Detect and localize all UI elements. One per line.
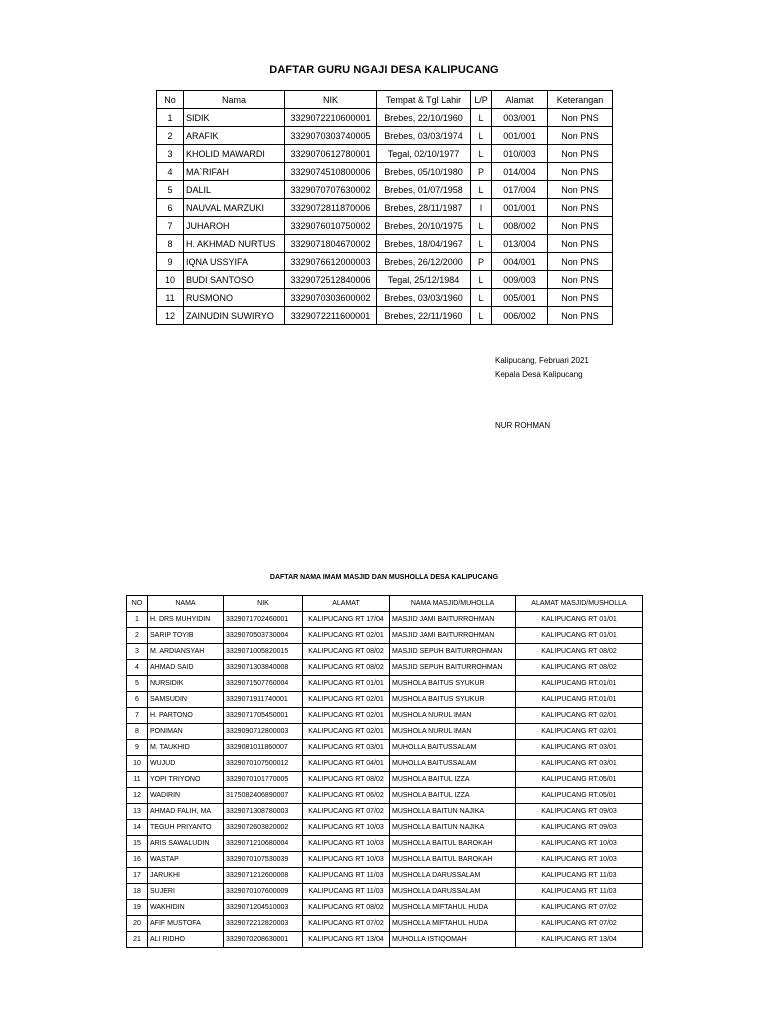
cell-alamat: 004/001: [492, 253, 548, 271]
cell-keterangan: Non PNS: [548, 109, 613, 127]
table-row: [157, 217, 613, 235]
cell-nik: 3329070303740005: [285, 127, 377, 145]
table-row: [127, 884, 643, 900]
cell-nama-masjid: MUSHOLA NURUL IMAN: [390, 708, 516, 724]
cell-alamat-masjid: KALIPUCANG RT 03/01: [516, 756, 643, 772]
cell-nik: 3329071005820015: [224, 644, 303, 660]
cell-nama-masjid: MUSHOLLA BAITUL BAROKAH: [390, 836, 516, 852]
cell-alamat: 006/002: [492, 307, 548, 325]
table-row: [157, 109, 613, 127]
header-nik: NIK: [224, 596, 303, 612]
cell-lp: L: [471, 289, 492, 307]
cell-keterangan: Non PNS: [548, 307, 613, 325]
cell-nama-masjid: MASJID JAMI BAITURROHMAN: [390, 612, 516, 628]
cell-alamat: 001/001: [492, 199, 548, 217]
cell-keterangan: Non PNS: [548, 217, 613, 235]
cell-nama: RUSMONO: [184, 289, 285, 307]
cell-no: 12: [127, 788, 148, 804]
table-row: [127, 724, 643, 740]
cell-ttl: Brebes, 05/10/1980: [377, 163, 471, 181]
cell-nama: SARIP TOYIB: [148, 628, 224, 644]
cell-alamat: 010/003: [492, 145, 548, 163]
cell-alamat: KALIPUCANG RT 01/01: [303, 676, 390, 692]
cell-no: 11: [157, 289, 184, 307]
cell-ttl: Brebes, 03/03/1974: [377, 127, 471, 145]
cell-nama: SAMSUDIN: [148, 692, 224, 708]
signature-name: NUR ROHMAN: [495, 421, 551, 430]
cell-alamat-masjid: KALIPUCANG RT 09/03: [516, 820, 643, 836]
cell-alamat-masjid: KALIPUCANG RT 10/03: [516, 852, 643, 868]
cell-nik: 3329076612000003: [285, 253, 377, 271]
cell-alamat-masjid: KALIPUCANG RT 08/02: [516, 644, 643, 660]
cell-alamat: KALIPUCANG RT 02/01: [303, 628, 390, 644]
cell-alamat: KALIPUCANG RT 02/01: [303, 708, 390, 724]
cell-alamat: KALIPUCANG RT 17/04: [303, 612, 390, 628]
cell-no: 7: [127, 708, 148, 724]
cell-nik: 3329071705450001: [224, 708, 303, 724]
table-row: [127, 676, 643, 692]
table-row: [127, 628, 643, 644]
cell-alamat-masjid: KALIPUCANG RT 10/03: [516, 836, 643, 852]
header-no: NO: [127, 596, 148, 612]
cell-lp: L: [471, 271, 492, 289]
header-nama: NAMA: [148, 596, 224, 612]
table2-title: DAFTAR NAMA IMAM MASJID DAN MUSHOLLA DESA KALIPUCANG: [269, 574, 499, 581]
cell-no: 8: [127, 724, 148, 740]
cell-nik: 3329074510800006: [285, 163, 377, 181]
cell-alamat: KALIPUCANG RT 08/02: [303, 772, 390, 788]
cell-alamat-masjid: KALIPUCANG RT 09/03: [516, 804, 643, 820]
cell-no: 9: [157, 253, 184, 271]
table-row: [127, 660, 643, 676]
cell-lp: P: [471, 163, 492, 181]
table-row: [157, 253, 613, 271]
cell-nama: YOPI TRIYONO: [148, 772, 224, 788]
cell-nama: KHOLID MAWARDI: [184, 145, 285, 163]
cell-lp: L: [471, 235, 492, 253]
cell-nik: 3329090712800003: [224, 724, 303, 740]
cell-alamat: 001/001: [492, 127, 548, 145]
table-row: [127, 932, 643, 948]
cell-ttl: Tegal, 02/10/1977: [377, 145, 471, 163]
cell-no: 8: [157, 235, 184, 253]
cell-nik: 3329071804670002: [285, 235, 377, 253]
cell-no: 15: [127, 836, 148, 852]
cell-alamat-masjid: KALIPUCANG RT 11/03: [516, 884, 643, 900]
table-row: [127, 788, 643, 804]
cell-nama-masjid: MUSHOLA NURUL IMAN: [390, 724, 516, 740]
cell-nik: 3329071204510003: [224, 900, 303, 916]
cell-nama-masjid: MASJID SEPUH BAITURROHMAN: [390, 660, 516, 676]
cell-keterangan: Non PNS: [548, 163, 613, 181]
table-row: [127, 900, 643, 916]
cell-nama: NAUVAL MARZUKI: [184, 199, 285, 217]
table-row: [127, 692, 643, 708]
cell-nik: 3329072210600001: [285, 109, 377, 127]
cell-nik: 3329070707630002: [285, 181, 377, 199]
cell-alamat: KALIPUCANG RT 08/02: [303, 644, 390, 660]
cell-no: 9: [127, 740, 148, 756]
signature-place-date: Kalipucang, Februari 2021: [495, 356, 589, 365]
cell-alamat-masjid: KALIPUCANG RT 02/01: [516, 724, 643, 740]
cell-alamat: 009/003: [492, 271, 548, 289]
cell-alamat: 008/002: [492, 217, 548, 235]
table-row: [127, 740, 643, 756]
cell-keterangan: Non PNS: [548, 235, 613, 253]
cell-alamat: KALIPUCANG RT 08/02: [303, 660, 390, 676]
cell-lp: L: [471, 109, 492, 127]
cell-nama-masjid: MUSHOLA BAITUL IZZA: [390, 788, 516, 804]
cell-lp: L: [471, 181, 492, 199]
cell-no: 14: [127, 820, 148, 836]
cell-keterangan: Non PNS: [548, 271, 613, 289]
cell-ttl: Brebes, 22/10/1960: [377, 109, 471, 127]
cell-nik: 3175082406890007: [224, 788, 303, 804]
cell-alamat: KALIPUCANG RT 07/02: [303, 916, 390, 932]
cell-no: 4: [157, 163, 184, 181]
cell-nik: 3329070107600009: [224, 884, 303, 900]
table-row: [127, 612, 643, 628]
cell-nik: 3329072811870006: [285, 199, 377, 217]
signature-position: Kepala Desa Kalipucang: [495, 370, 583, 379]
cell-alamat-masjid: KALIPUCANG RT.01/01: [516, 676, 643, 692]
cell-nik: 3329070303600002: [285, 289, 377, 307]
cell-nama-masjid: MUSHOLLA BAITUN NAJIKA: [390, 820, 516, 836]
header-nama: Nama: [184, 91, 285, 109]
cell-ttl: Brebes, 03/03/1960: [377, 289, 471, 307]
cell-no: 19: [127, 900, 148, 916]
cell-nik: 3329072212820003: [224, 916, 303, 932]
table-row: [157, 199, 613, 217]
cell-alamat: KALIPUCANG RT 04/01: [303, 756, 390, 772]
cell-lp: L: [471, 145, 492, 163]
table-row: [157, 271, 613, 289]
cell-no: 16: [127, 852, 148, 868]
cell-alamat-masjid: KALIPUCANG RT.01/01: [516, 692, 643, 708]
header-no: No: [157, 91, 184, 109]
cell-alamat-masjid: KALIPUCANG RT.05/01: [516, 772, 643, 788]
cell-alamat: 017/004: [492, 181, 548, 199]
cell-nik: 3329072603820002: [224, 820, 303, 836]
cell-nama: WASTAP: [148, 852, 224, 868]
table-row: [127, 916, 643, 932]
cell-nama: TEGUH PRIYANTO: [148, 820, 224, 836]
cell-alamat-masjid: KALIPUCANG RT.05/01: [516, 788, 643, 804]
cell-nama: AHMAD FALIH, MA: [148, 804, 224, 820]
cell-no: 18: [127, 884, 148, 900]
cell-no: 5: [127, 676, 148, 692]
guru-ngaji-table: [156, 90, 613, 325]
cell-alamat: KALIPUCANG RT 06/02: [303, 788, 390, 804]
cell-nama: JARUKHI: [148, 868, 224, 884]
cell-nik: 3329071702460001: [224, 612, 303, 628]
cell-lp: L: [471, 127, 492, 145]
table-row: [127, 708, 643, 724]
cell-ttl: Brebes, 01/07/1958: [377, 181, 471, 199]
cell-no: 13: [127, 804, 148, 820]
cell-no: 12: [157, 307, 184, 325]
cell-no: 3: [127, 644, 148, 660]
table2-header-row: [127, 596, 643, 612]
header-lp: L/P: [471, 91, 492, 109]
table-row: [127, 868, 643, 884]
cell-nik: 3329070503730004: [224, 628, 303, 644]
cell-nama-masjid: MUSHOLA BAITUL IZZA: [390, 772, 516, 788]
cell-nama: NURSIDIK: [148, 676, 224, 692]
cell-nama: WAKHIDIN: [148, 900, 224, 916]
cell-nik: 3329070101770005: [224, 772, 303, 788]
cell-lp: L: [471, 217, 492, 235]
cell-nama: WUJUD: [148, 756, 224, 772]
imam-masjid-table: [126, 595, 643, 948]
table-row: [127, 772, 643, 788]
header-nik: NIK: [285, 91, 377, 109]
cell-ttl: Tegal, 25/12/1984: [377, 271, 471, 289]
cell-nama: IQNA USSYIFA: [184, 253, 285, 271]
cell-nama: BUDI SANTOSO: [184, 271, 285, 289]
cell-nama: ALI RIDHO: [148, 932, 224, 948]
cell-nik: 3329070208630001: [224, 932, 303, 948]
cell-no: 6: [127, 692, 148, 708]
table-row: [157, 289, 613, 307]
cell-alamat-masjid: KALIPUCANG RT 01/01: [516, 612, 643, 628]
cell-lp: l: [471, 199, 492, 217]
cell-alamat-masjid: KALIPUCANG RT 03/01: [516, 740, 643, 756]
table-row: [157, 181, 613, 199]
cell-no: 11: [127, 772, 148, 788]
cell-no: 3: [157, 145, 184, 163]
cell-nama-masjid: MUSHOLLA DARUSSALAM: [390, 884, 516, 900]
cell-nama-masjid: MUSHOLA BAITUS SYUKUR: [390, 692, 516, 708]
cell-nik: 3329072211600001: [285, 307, 377, 325]
cell-keterangan: Non PNS: [548, 145, 613, 163]
cell-ttl: Brebes, 26/12/2000: [377, 253, 471, 271]
cell-nama-masjid: MUHOLLA ISTIQOMAH: [390, 932, 516, 948]
cell-alamat-masjid: KALIPUCANG RT 11/03: [516, 868, 643, 884]
cell-nik: 3329072512840006: [285, 271, 377, 289]
cell-nama: ZAINUDIN SUWIRYO: [184, 307, 285, 325]
cell-nik: 3329070107530039: [224, 852, 303, 868]
cell-nik: 3329071507760004: [224, 676, 303, 692]
table-row: [127, 852, 643, 868]
table-row: [157, 235, 613, 253]
table-row: [157, 307, 613, 325]
table2-body: [127, 612, 643, 948]
cell-nama: M. TAUKHID: [148, 740, 224, 756]
cell-no: 1: [127, 612, 148, 628]
cell-alamat: KALIPUCANG RT 08/02: [303, 900, 390, 916]
cell-ttl: Brebes, 18/04/1967: [377, 235, 471, 253]
cell-no: 4: [127, 660, 148, 676]
table-row: [127, 804, 643, 820]
cell-alamat-masjid: KALIPUCANG RT 01/01: [516, 628, 643, 644]
table-row: [157, 163, 613, 181]
cell-nik: 3329081011860007: [224, 740, 303, 756]
cell-alamat: 003/001: [492, 109, 548, 127]
cell-alamat: KALIPUCANG RT 02/01: [303, 724, 390, 740]
cell-alamat: KALIPUCANG RT 02/01: [303, 692, 390, 708]
cell-nama: H. AKHMAD NURTUS: [184, 235, 285, 253]
cell-no: 2: [157, 127, 184, 145]
cell-ttl: Brebes, 22/11/1960: [377, 307, 471, 325]
cell-keterangan: Non PNS: [548, 127, 613, 145]
cell-nama-masjid: MASJID JAMI BAITURROHMAN: [390, 628, 516, 644]
cell-alamat: 005/001: [492, 289, 548, 307]
cell-no: 1: [157, 109, 184, 127]
cell-no: 10: [127, 756, 148, 772]
cell-alamat-masjid: KALIPUCANG RT 07/02: [516, 900, 643, 916]
header-alamat: Alamat: [492, 91, 548, 109]
cell-lp: P: [471, 253, 492, 271]
cell-nama-masjid: MUHOLLA BAITUSSALAM: [390, 756, 516, 772]
table1-body: [157, 109, 613, 325]
table1-header-row: [157, 91, 613, 109]
cell-nama-masjid: MUSHOLLA MIFTAHUL HUDA: [390, 916, 516, 932]
cell-keterangan: Non PNS: [548, 289, 613, 307]
cell-alamat: KALIPUCANG RT 10/03: [303, 836, 390, 852]
cell-no: 2: [127, 628, 148, 644]
cell-nama: AFIF MUSTOFA: [148, 916, 224, 932]
cell-nama: M. ARDIANSYAH: [148, 644, 224, 660]
cell-alamat-masjid: KALIPUCANG RT 02/01: [516, 708, 643, 724]
cell-nik: 3329071303840008: [224, 660, 303, 676]
cell-nama: MA`RIFAH: [184, 163, 285, 181]
cell-nik: 3329070612780001: [285, 145, 377, 163]
cell-keterangan: Non PNS: [548, 181, 613, 199]
cell-alamat: 013/004: [492, 235, 548, 253]
cell-alamat: KALIPUCANG RT 11/03: [303, 884, 390, 900]
cell-alamat: 014/004: [492, 163, 548, 181]
cell-alamat: KALIPUCANG RT 13/04: [303, 932, 390, 948]
header-nama-masjid: NAMA MASJID/MUHOLLA: [390, 596, 516, 612]
cell-no: 6: [157, 199, 184, 217]
cell-keterangan: Non PNS: [548, 199, 613, 217]
cell-no: 7: [157, 217, 184, 235]
cell-ttl: Brebes, 28/11/1987: [377, 199, 471, 217]
header-alamat-masjid: ALAMAT MASJID/MUSHOLLA: [516, 596, 643, 612]
cell-nama: WADIRIN: [148, 788, 224, 804]
cell-alamat-masjid: KALIPUCANG RT 07/02: [516, 916, 643, 932]
cell-nama: ARAFIK: [184, 127, 285, 145]
cell-alamat: KALIPUCANG RT 10/03: [303, 820, 390, 836]
cell-nama: PONIMAN: [148, 724, 224, 740]
cell-alamat-masjid: KALIPUCANG RT 08/02: [516, 660, 643, 676]
table-row: [157, 127, 613, 145]
cell-nama-masjid: MUSHOLLA BAITUL BAROKAH: [390, 852, 516, 868]
cell-alamat: KALIPUCANG RT 11/03: [303, 868, 390, 884]
cell-nik: 3329071212600008: [224, 868, 303, 884]
cell-nik: 3329071911740001: [224, 692, 303, 708]
table-row: [127, 820, 643, 836]
cell-no: 21: [127, 932, 148, 948]
cell-nama: AHMAD SAID: [148, 660, 224, 676]
cell-alamat: KALIPUCANG RT 10/03: [303, 852, 390, 868]
cell-nik: 3329071308780003: [224, 804, 303, 820]
cell-no: 10: [157, 271, 184, 289]
cell-nik: 3329076010750002: [285, 217, 377, 235]
cell-alamat-masjid: KALIPUCANG RT 13/04: [516, 932, 643, 948]
cell-nama-masjid: MASJID SEPUH BAITURROHMAN: [390, 644, 516, 660]
header-keterangan: Keterangan: [548, 91, 613, 109]
cell-ttl: Brebes, 20/10/1975: [377, 217, 471, 235]
cell-alamat: KALIPUCANG RT 03/01: [303, 740, 390, 756]
cell-lp: L: [471, 307, 492, 325]
header-alamat: ALAMAT: [303, 596, 390, 612]
table-row: [127, 756, 643, 772]
cell-nama: ARIS SAWALUDIN: [148, 836, 224, 852]
cell-nama: JUHAROH: [184, 217, 285, 235]
table-row: [127, 836, 643, 852]
table1-title: DAFTAR GURU NGAJI DESA KALIPUCANG: [269, 64, 499, 76]
header-ttl: Tempat & Tgl Lahir: [377, 91, 471, 109]
cell-alamat: KALIPUCANG RT 07/02: [303, 804, 390, 820]
cell-nik: 3329071210680004: [224, 836, 303, 852]
cell-nama-masjid: MUSHOLLA BAITUN NAJIKA: [390, 804, 516, 820]
cell-nama-masjid: MUSHOLLA DARUSSALAM: [390, 868, 516, 884]
cell-nama: DALIL: [184, 181, 285, 199]
cell-no: 5: [157, 181, 184, 199]
cell-nama: H. PARTONO: [148, 708, 224, 724]
cell-nama: H. DRS MUHYIDIN: [148, 612, 224, 628]
cell-nama-masjid: MUSHOLLA MIFTAHUL HUDA: [390, 900, 516, 916]
cell-nama-masjid: MUHOLLA BAITUSSALAM: [390, 740, 516, 756]
cell-no: 17: [127, 868, 148, 884]
cell-no: 20: [127, 916, 148, 932]
cell-keterangan: Non PNS: [548, 253, 613, 271]
table-row: [127, 644, 643, 660]
cell-nama-masjid: MUSHOLA BAITUS SYUKUR: [390, 676, 516, 692]
cell-nama: SUJERI: [148, 884, 224, 900]
table-row: [157, 145, 613, 163]
cell-nik: 3329070107500012: [224, 756, 303, 772]
cell-nama: SIDIK: [184, 109, 285, 127]
